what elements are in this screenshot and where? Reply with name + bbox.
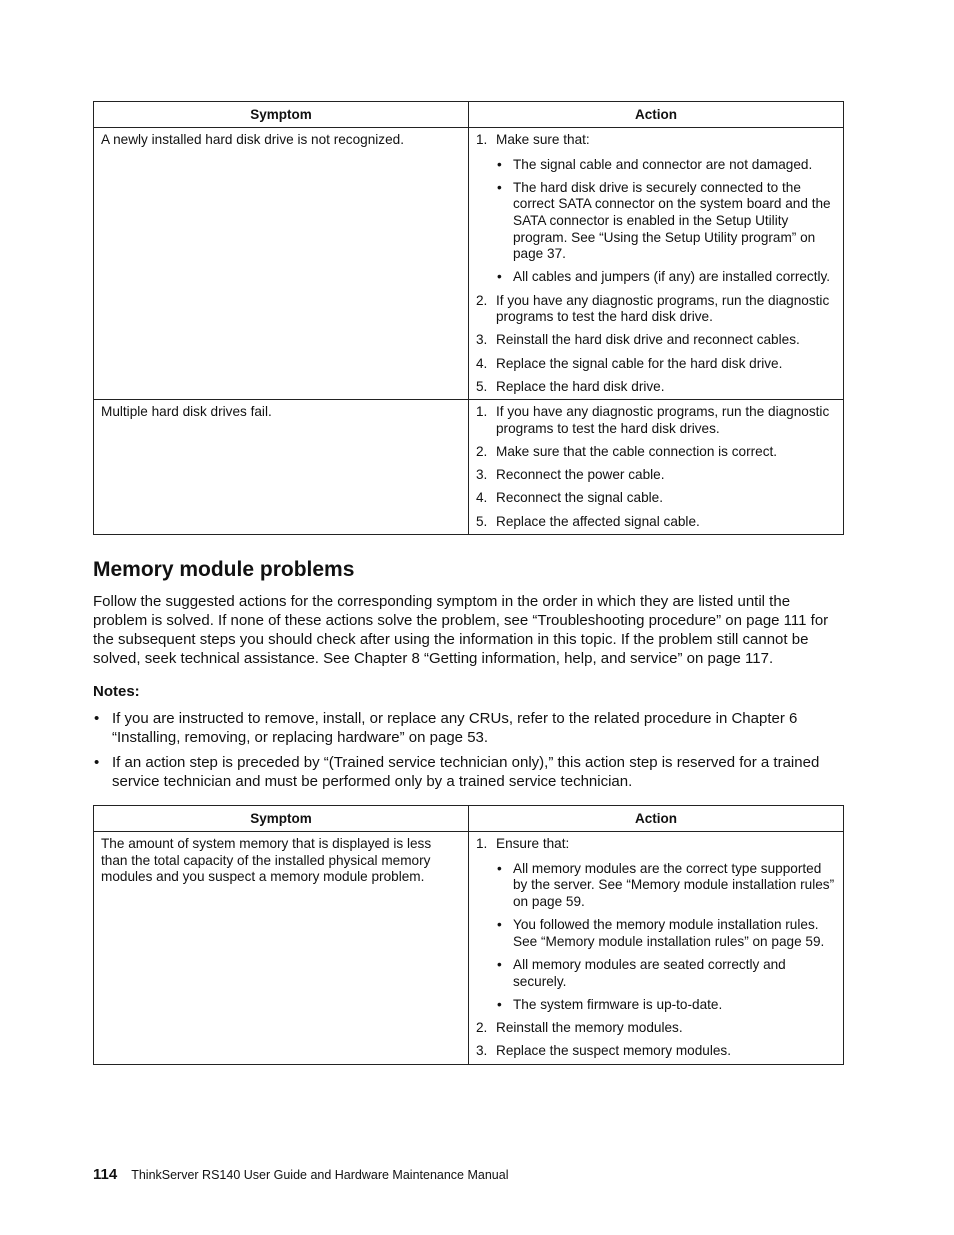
- action-substep: • The signal cable and connector are not damaged.: [497, 156, 813, 172]
- table-row: [94, 128, 844, 400]
- symptom-cell: Multiple hard disk drives fail.: [94, 400, 469, 535]
- page-content: [93, 101, 844, 1065]
- action-step: 3. Replace the suspect memory modules.: [476, 1043, 731, 1059]
- action-step: 2. Make sure that the cable connection is correct.: [476, 444, 778, 460]
- action-substeps: [496, 157, 836, 286]
- action-step: 1. Make sure that: • The signal cable and connector are not damaged. • The hard disk drive is securely connected to the correct SATA connector on the system board and the SATA connector is enabled in the Setup Utility program. See “Using the Setup Utility program” on page 37. • All cables and jumpers (if any) are installed correctly.: [476, 132, 836, 286]
- symptom-cell: The amount of system memory that is displayed is less than the total capacity of the installed physical memory modules and you suspect a memory module problem.: [94, 832, 469, 1065]
- action-step: 4. Replace the signal cable for the hard disk drive.: [476, 355, 783, 371]
- action-substeps: [496, 861, 836, 1014]
- note-item: • If you are instructed to remove, install, or replace any CRUs, refer to the related procedure in Chapter 6 “Installing, removing, or replacing hardware” on page 53.: [94, 710, 798, 747]
- action-step: 1. If you have any diagnostic programs, run the diagnostic programs to test the hard disk drives.: [476, 404, 830, 436]
- symptom-header: Symptom: [94, 102, 469, 128]
- action-step: 2. If you have any diagnostic programs, run the diagnostic programs to test the hard disk drive.: [476, 292, 830, 325]
- action-step: 4. Reconnect the signal cable.: [476, 490, 664, 506]
- action-step: 1. Ensure that: • All memory modules are the correct type supported by the server. See “Memory module installation rules” on page 59. • You followed the memory module installation rules. See “Memory module installation rules” on page 59. • All memory modules are seated correctly and securely. • The system firmware is up-to-date.: [476, 836, 835, 1012]
- page-footer: [93, 1166, 508, 1184]
- action-step: 3. Reconnect the power cable.: [476, 467, 665, 483]
- manual-title: ThinkServer RS140 User Guide and Hardware Maintenance Manual: [131, 1168, 509, 1182]
- table-header-row: [94, 102, 844, 128]
- symptom-header: Symptom: [94, 806, 469, 832]
- action-cell: [469, 832, 844, 1065]
- action-substep: • All memory modules are the correct type supported by the server. See “Memory module installation rules” on page 59.: [497, 860, 835, 909]
- action-substep: • The system firmware is up-to-date.: [497, 996, 723, 1012]
- action-step: 2. Reinstall the memory modules.: [476, 1019, 683, 1035]
- notes-list: [93, 709, 844, 791]
- action-substep: • All memory modules are seated correctly and securely.: [497, 956, 786, 989]
- notes-title: Notes:: [93, 683, 140, 701]
- note-item: • If an action step is preceded by “(Trained service technician only),” this action step is reserved for a trained service technician and must be performed only by a trained service technician.: [94, 754, 820, 791]
- action-step: 5. Replace the hard disk drive.: [476, 378, 665, 394]
- action-cell: [469, 400, 844, 535]
- section-intro: Follow the suggested actions for the corresponding symptom in the order in which they are listed until the problem is solved. If none of these actions solve the problem, see “Troubleshooting procedure” on page 111 for the subsequent steps you should check after using the information in this topic. If the problem still cannot be solved, seek technical assistance. See Chapter 8 “Getting information, help, and service” on page 117.: [93, 593, 829, 668]
- action-header: Action: [469, 806, 844, 832]
- memory-problems-table: [93, 805, 844, 1065]
- hard-disk-problems-table: [93, 101, 844, 535]
- action-cell: [469, 128, 844, 400]
- action-steps: [476, 132, 836, 395]
- symptom-cell: A newly installed hard disk drive is not recognized.: [94, 128, 469, 400]
- table-row: [94, 400, 844, 535]
- action-substep: • The hard disk drive is securely connected to the correct SATA connector on the system board and the SATA connector is enabled in the Setup Utility program. See “Using the Setup Utility program” on page 37.: [497, 179, 831, 262]
- section-title: Memory module problems: [93, 558, 355, 582]
- action-header: Action: [469, 102, 844, 128]
- action-steps: [476, 836, 836, 1060]
- page-number: 114: [93, 1166, 118, 1183]
- action-steps: [476, 404, 836, 530]
- table-row: [94, 832, 844, 1065]
- action-step: 3. Reinstall the hard disk drive and reconnect cables.: [476, 332, 800, 348]
- action-step: 5. Replace the affected signal cable.: [476, 513, 700, 529]
- action-substep: • All cables and jumpers (if any) are installed correctly.: [497, 269, 831, 285]
- table-header-row: [94, 806, 844, 832]
- action-substep: • You followed the memory module installation rules. See “Memory module installation rules” on page 59.: [497, 917, 825, 949]
